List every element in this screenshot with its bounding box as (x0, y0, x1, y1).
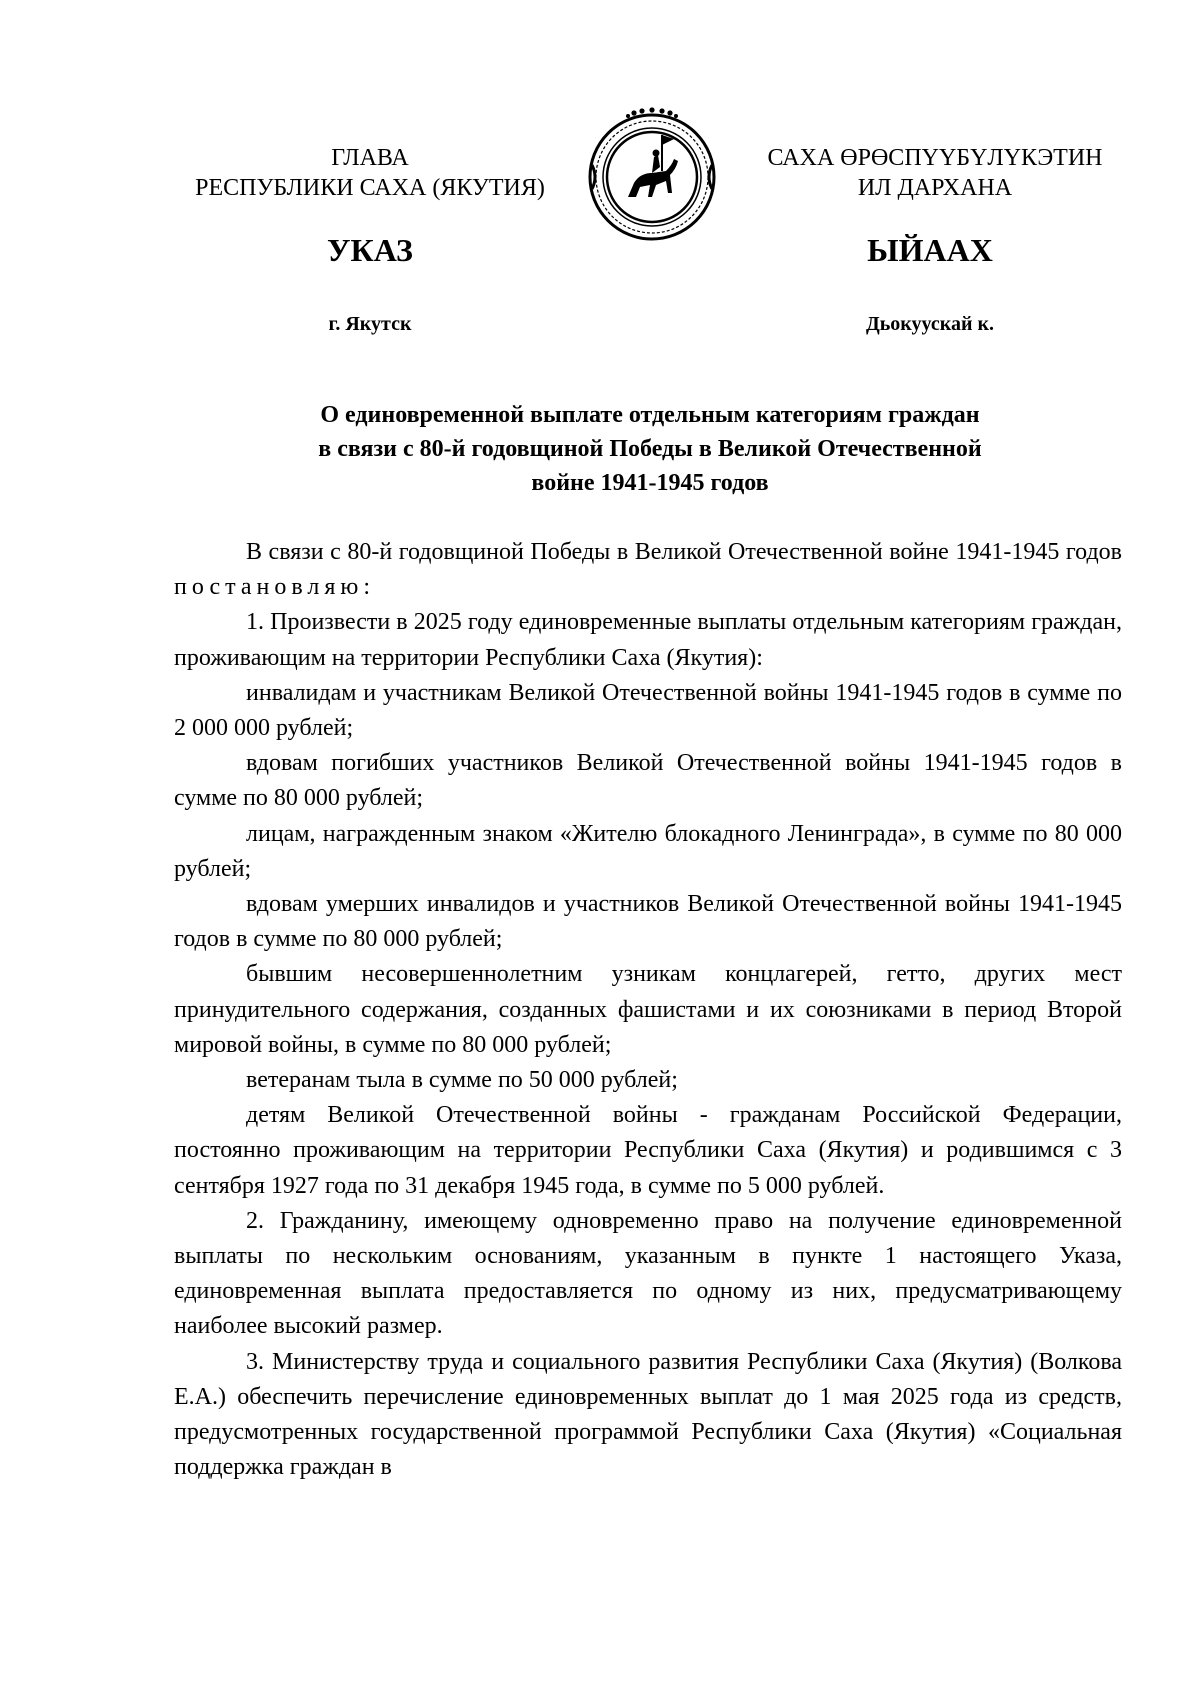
paragraph-1-item: вдовам умерших инвалидов и участников Великой Отечественной войны 1941-1945 годов в сумме по 80 000 рублей; (174, 891, 1122, 953)
title-line: в связи с 80-й годовщиной Победы в Великой Отечественной (318, 436, 982, 462)
header-left (170, 143, 570, 203)
doc-type-sakha: ЫЙААХ (867, 232, 993, 268)
place-ru: г. Якутск (328, 313, 412, 335)
intro-paragraph (174, 535, 1122, 605)
paragraph-1-item: ветеранам тыла в сумме по 50 000 рублей; (246, 1067, 678, 1094)
paragraph-1-item: лицам, награжденным знаком «Жителю блокадного Ленинграда», в сумме по 80 000 рублей; (174, 820, 1122, 882)
intro-text: В связи с 80-й годовщиной Победы в Великой Отечественной войне 1941-1945 годов (246, 539, 1122, 565)
place-sakha: Дьокуускай к. (865, 313, 995, 335)
header-right-line2: ИЛ ДАРХАНА (857, 175, 1013, 201)
coat-of-arms-icon (582, 105, 722, 245)
paragraph-1-item: вдовам погибших участников Великой Отечественной войны 1941-1945 годов в сумме по 80 000 рублей; (174, 750, 1122, 812)
paragraph-1-item: бывшим несовершеннолетним узникам концлагерей, гетто, других мест принудительного содержания, созданных фашистами и их союзниками в период Второй мировой войны, в сумме по 80 000 рублей; (174, 961, 1122, 1058)
header-right (735, 143, 1135, 203)
intro-decree-word: постановляю: (174, 574, 375, 601)
paragraph-1: 1. Произвести в 2025 году единовременные выплаты отдельным категориям граждан, проживающим на территории Республики Саха (Якутия): (174, 609, 1122, 671)
paragraph-3: 3. Министерству труда и социального развития Республики Саха (Якутия) (Волкова Е.А.) обеспечить перечисление единовременных выплат до 1 мая 2025 года из средств, предусмотренных государственной программой Республики Саха (Якутия) «Социальная поддержка граждан в (174, 1348, 1122, 1481)
document-title (170, 398, 1130, 500)
header-right-line1: САХА ӨРӨСПҮҮБҮЛҮКЭТИН (767, 145, 1103, 171)
title-line: войне 1941-1945 годов (531, 470, 769, 496)
title-line: О единовременной выплате отдельным категориям граждан (320, 402, 980, 428)
paragraph-1-item: инвалидам и участникам Великой Отечественной войны 1941-1945 годов в сумме по 2 000 000 рублей; (174, 679, 1122, 742)
header-left-line2: РЕСПУБЛИКИ САХА (ЯКУТИЯ) (195, 175, 545, 201)
paragraph-1-item: детям Великой Отечественной войны - гражданам Российской Федерации, постоянно проживающим на территории Республики Саха (Якутия) и родившимся с 3 сентября 1927 года по 31 декабря 1945 года, в сумме по 5 000 рублей. (174, 1102, 1122, 1199)
doc-type-ru: УКАЗ (327, 232, 413, 268)
header-left-line1: ГЛАВА (331, 145, 409, 171)
paragraph-2: 2. Гражданину, имеющему одновременно право на получение единовременной выплаты по нескольким основаниям, указанным в пункте 1 настоящего Указа, единовременная выплата предоставляется по одному из них, предусматривающему наиболее высокий размер. (174, 1207, 1122, 1340)
document-body (174, 535, 1122, 1485)
